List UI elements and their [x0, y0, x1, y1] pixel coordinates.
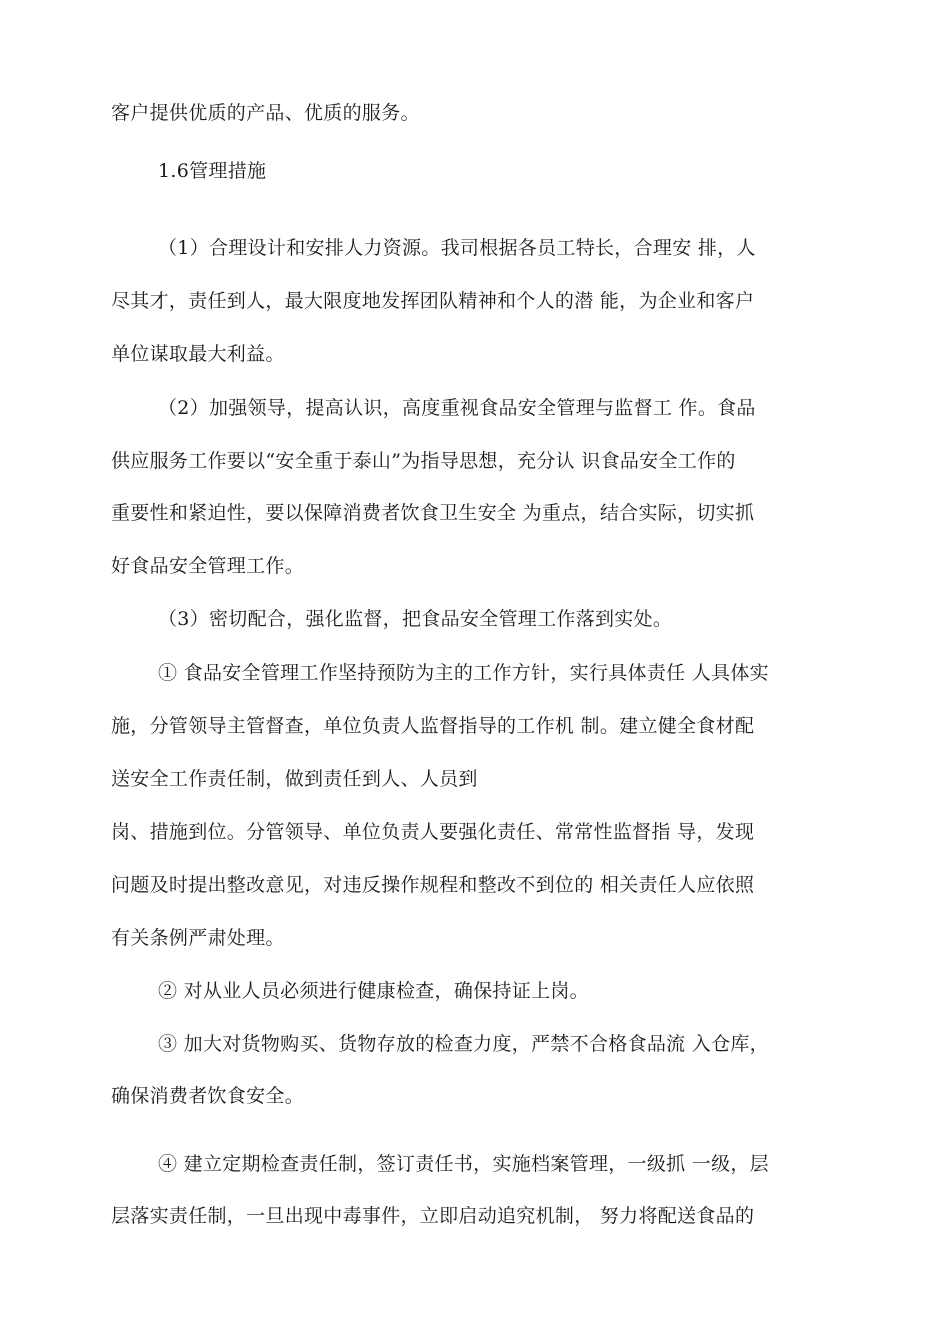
paragraph-line: 有关条例严肃处理。: [111, 927, 285, 949]
paragraph-line: （3）密切配合，强化监督，把食品安全管理工作落到实处。: [158, 608, 673, 630]
paragraph-line: 尽其才，责任到人，最大限度地发挥团队精神和个人的潜 能，为企业和客户: [111, 290, 755, 312]
paragraph-line: 重要性和紧迫性，要以保障消费者饮食卫生安全 为重点，结合实际，切实抓: [111, 502, 755, 524]
paragraph-line: 问题及时提出整改意见，对违反操作规程和整改不到位的 相关责任人应依照: [111, 874, 755, 896]
paragraph-line: 送安全工作责任制，做到责任到人、人员到: [111, 768, 478, 790]
list-item-line: ② 对从业人员必须进行健康检查，确保持证上岗。: [158, 980, 589, 1002]
paragraph-line: 客户提供优质的产品、优质的服务。: [111, 102, 420, 124]
paragraph-line: 供应服务工作要以“安全重于泰山”为指导思想，充分认 识食品安全工作的: [111, 450, 736, 472]
list-item-line: ④ 建立定期检查责任制，签订责任书，实施档案管理，一级抓 一级，层: [158, 1153, 769, 1175]
list-item-line: ① 食品安全管理工作坚持预防为主的工作方针，实行具体责任 人具体实: [158, 662, 769, 684]
paragraph-line: 岗、措施到位。分管领导、单位负责人要强化责任、常常性监督指 导，发现: [111, 821, 755, 843]
paragraph-line: 单位谋取最大利益。: [111, 343, 285, 365]
paragraph-line: 好食品安全管理工作。: [111, 555, 305, 577]
paragraph-line: （2）加强领导，提高认识，高度重视食品安全管理与监督工 作。食品: [158, 397, 756, 419]
list-item-line: ③ 加大对货物购买、货物存放的检查力度，严禁不合格食品流 入仓库，: [158, 1033, 769, 1055]
paragraph-line: 层落实责任制，一旦出现中毒事件，立即启动追究机制， 努力将配送食品的: [111, 1205, 755, 1227]
paragraph-line: 施，分管领导主管督查，单位负责人监督指导的工作机 制。建立健全食材配: [111, 715, 755, 737]
paragraph-line: （1）合理设计和安排人力资源。我司根据各员工特长，合理安 排，人: [158, 237, 756, 259]
section-heading: 1.6管理措施: [158, 160, 267, 182]
paragraph-line: 确保消费者饮食安全。: [111, 1085, 305, 1107]
